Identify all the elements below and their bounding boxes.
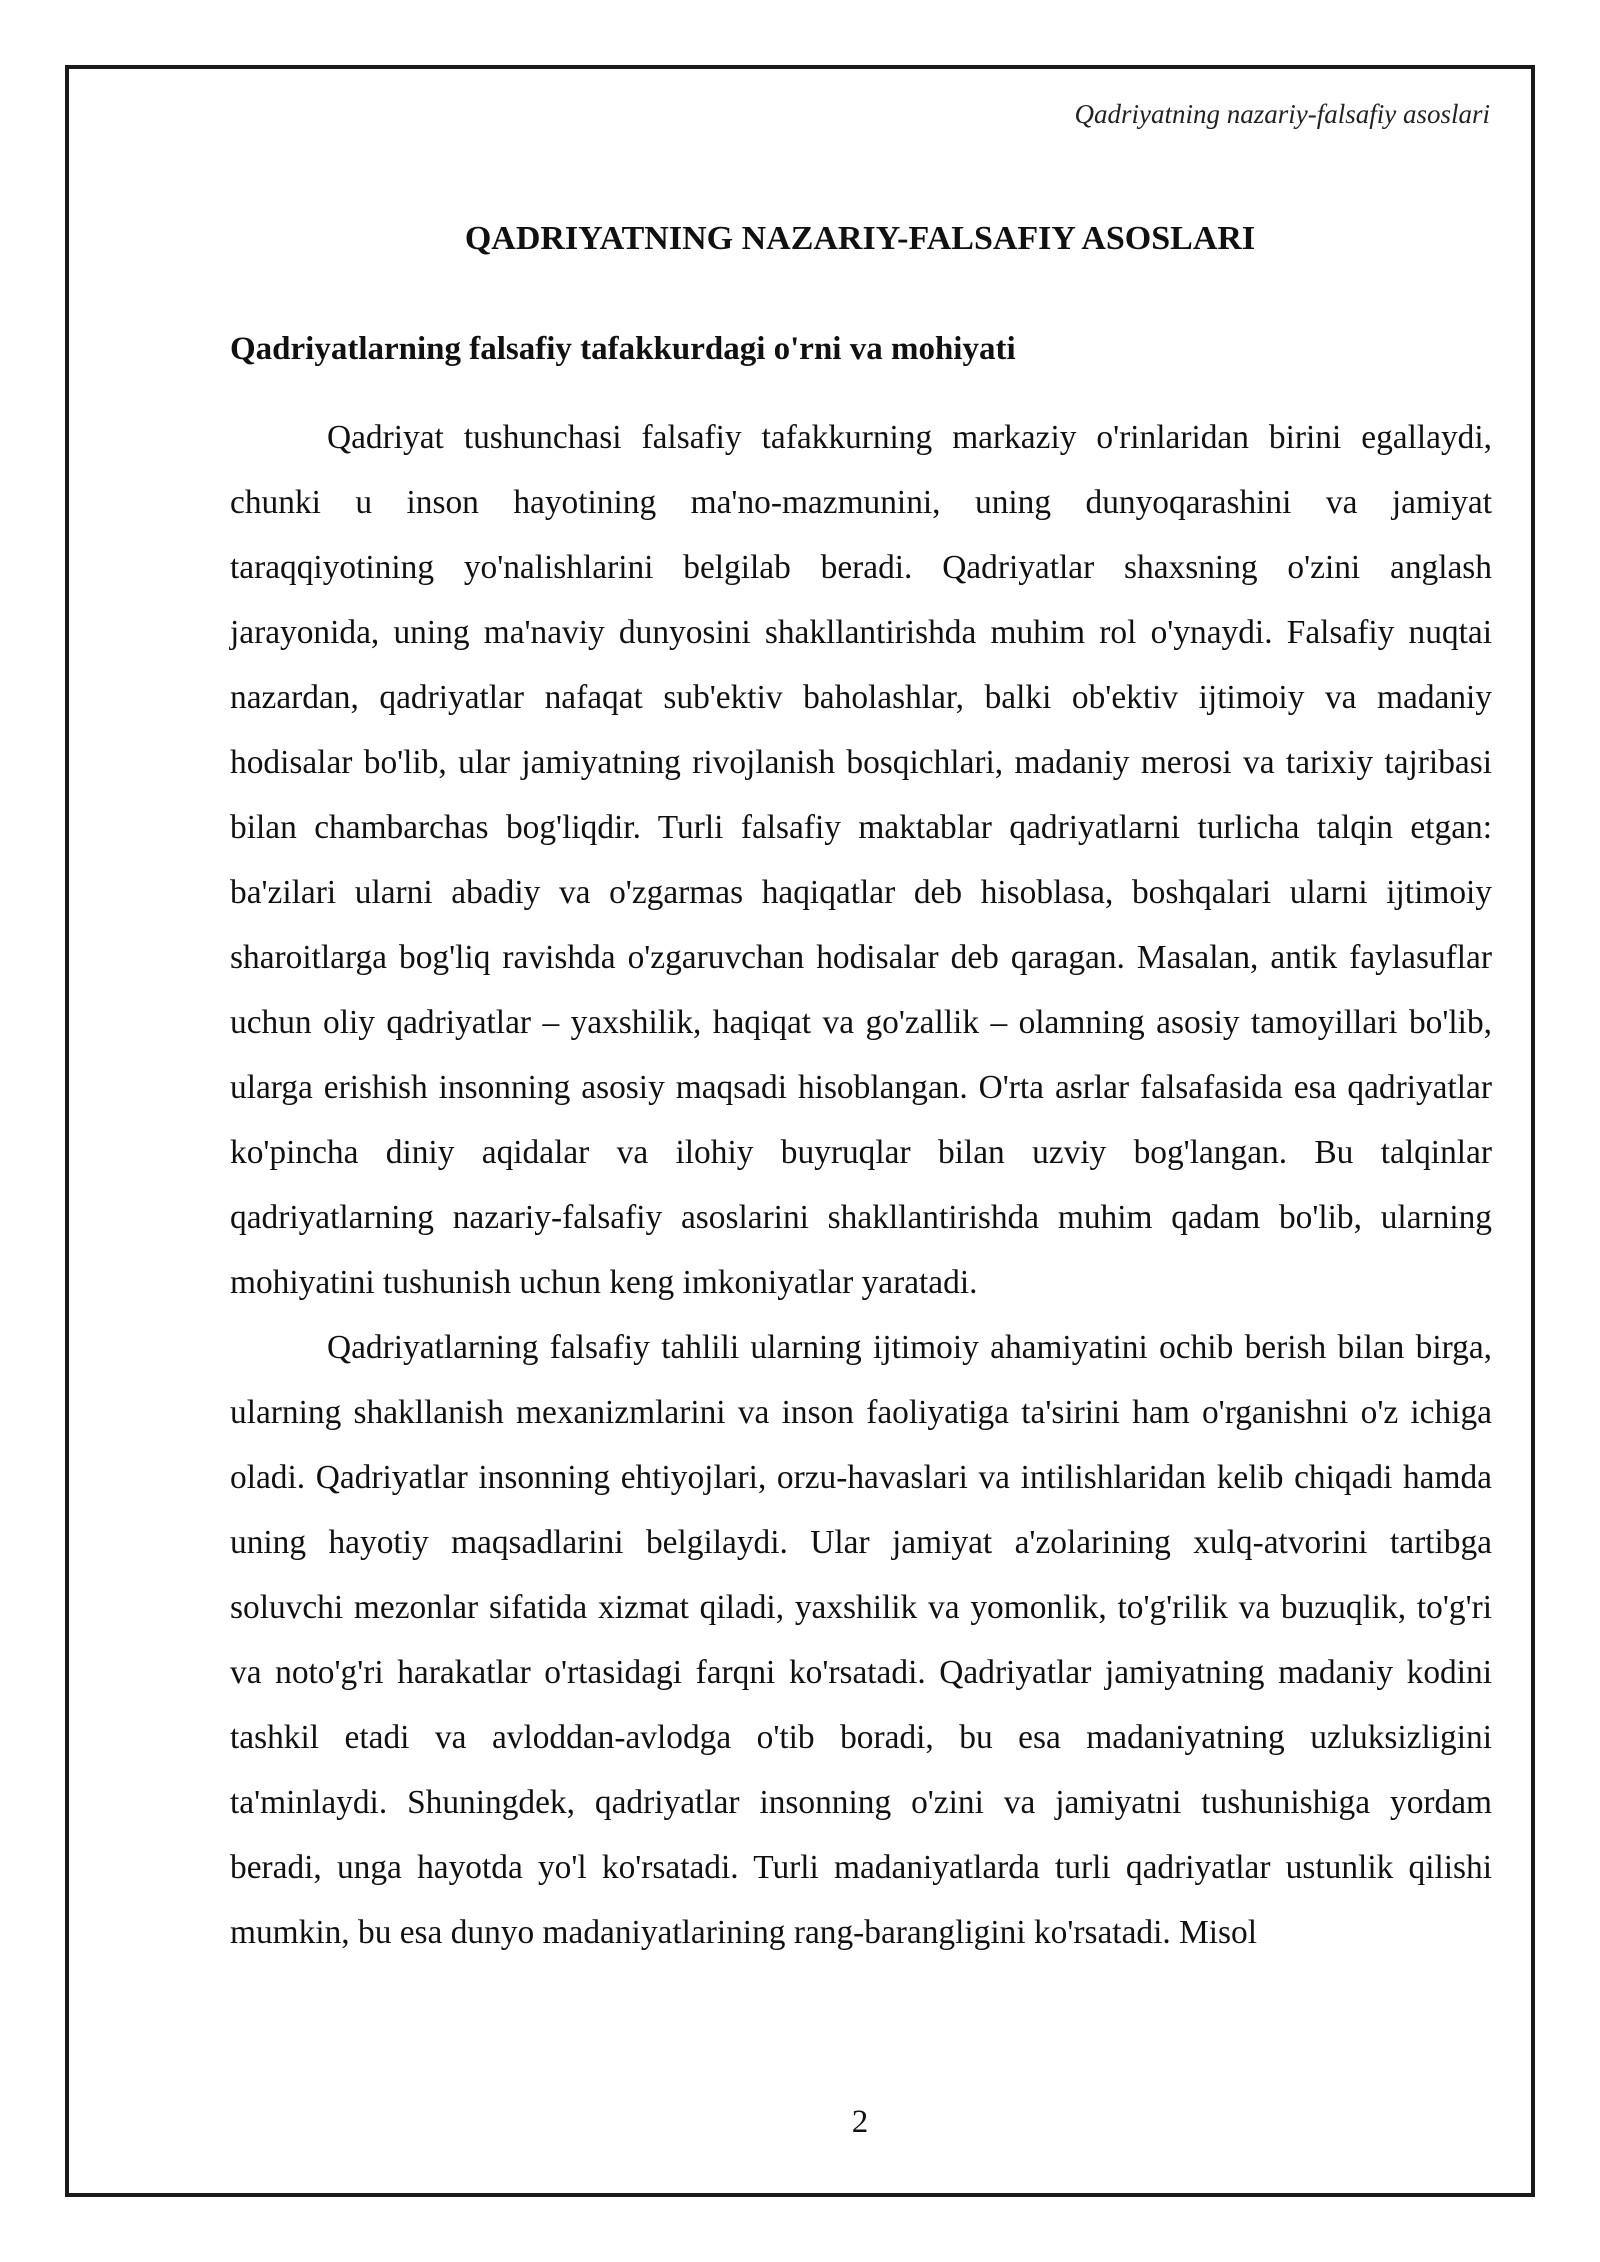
page-number: 2 xyxy=(851,2104,869,2140)
body-text xyxy=(230,405,1492,1965)
document-title: QADRIYATNING NAZARIY-FALSAFIY ASOSLARI xyxy=(464,220,1256,257)
paragraph-2: Qadriyatlarning falsafiy tahlili ularning ijtimoiy ahamiyatini ochib berish bilan birga, ularning shakllanish mexanizmlarini va inson faoliyatiga ta'sirini ham o'rganishni o'z ichiga oladi. Qadriyatlar insonning ehtiyojlari, orzu-havaslari va intilishlaridan kelib chiqadi hamda uning hayotiy maqsadlarini belgilaydi. Ular jamiyat a'zolarining xulq-atvorini tartibga soluvchi mezonlar sifatida xizmat qiladi, yaxshilik va yomonlik, to'g'rilik va buzuqlik, to'g'ri va noto'g'ri harakatlar o'rtasidagi farqni ko'rsatadi. Qadriyatlar jamiyatning madaniy kodini tashkil etadi va avloddan-avlodga o'tib boradi, bu esa madaniyatning uzluksizligini ta'minlaydi. Shuningdek, qadriyatlar insonning o'zini va jamiyatni tushunishiga yordam beradi, unga hayotda yo'l ko'rsatadi. Turli madaniyatlarda turli qadriyatlar ustunlik qilishi mumkin, bu esa dunyo madaniyatlarining rang-barangligini ko'rsatadi. Misol xyxy=(230,1329,1492,1951)
paragraph-1: Qadriyat tushunchasi falsafiy tafakkurning markaziy o'rinlaridan birini egallaydi, chunki u inson hayotining ma'no-mazmunini, uning dunyoqarashini va jamiyat taraqqiyotining yo'nalishlarini belgilab beradi. Qadriyatlar shaxsning o'zini anglash jarayonida, uning ma'naviy dunyosini shakllantirishda muhim rol o'ynaydi. Falsafiy nuqtai nazardan, qadriyatlar nafaqat sub'ektiv baholashlar, balki ob'ektiv ijtimoiy va madaniy hodisalar bo'lib, ular jamiyatning rivojlanish bosqichlari, madaniy merosi va tarixiy tajribasi bilan chambarchas bog'liqdir. Turli falsafiy maktablar qadriyatlarni turlicha talqin etgan: ba'zilari ularni abadiy va o'zgarmas haqiqatlar deb hisoblasa, boshqalari ularni ijtimoiy sharoitlarga bog'liq ravishda o'zgaruvchan hodisalar deb qaragan. Masalan, antik faylasuflar uchun oliy qadriyatlar – yaxshilik, haqiqat va go'zallik – olamning asosiy tamoyillari bo'lib, ularga erishish insonning asosiy maqsadi hisoblangan. O'rta asrlar falsafasida esa qadriyatlar ko'pincha diniy aqidalar va ilohiy buyruqlar bilan uzviy bog'langan. Bu talqinlar qadriyatlarning nazariy-falsafiy asoslarini shakllantirishda muhim qadam bo'lib, ularning mohiyatini tushunish uchun keng imkoniyatlar yaratadi. xyxy=(230,419,1492,1301)
section-heading: Qadriyatlarning falsafiy tafakkurdagi o'rni va mohiyati xyxy=(230,331,1016,367)
running-header: Qadriyatning nazariy-falsafiy asoslari xyxy=(1074,99,1490,129)
